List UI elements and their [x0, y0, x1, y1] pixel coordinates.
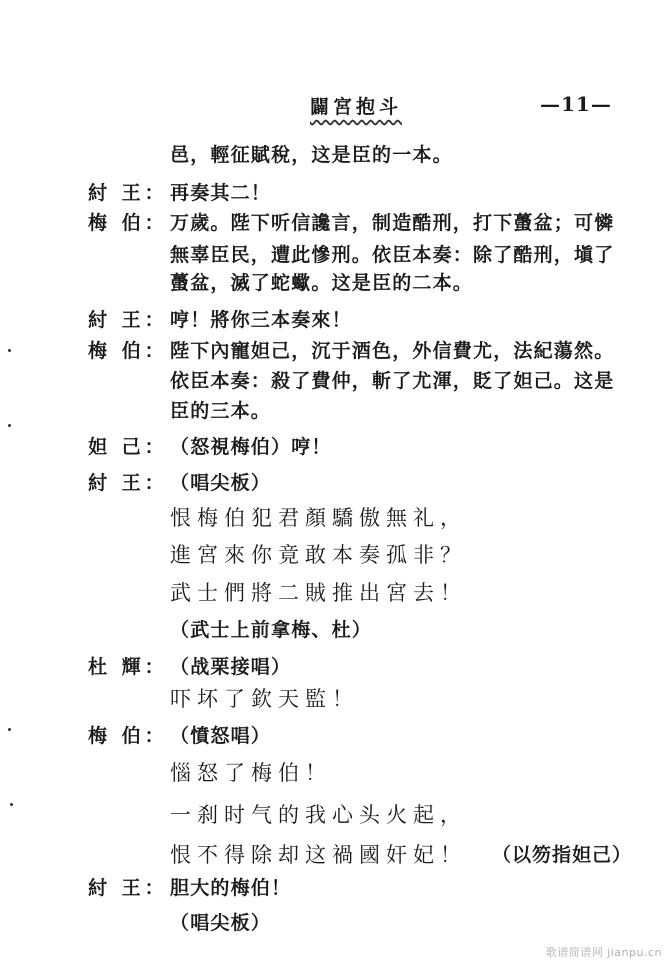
dialogue-text: 蠆盆，滅了蛇蠍。这是臣的二本。: [170, 272, 474, 294]
dialogue-text: 万歲。陛下听信讒言，制造酷刑，打下蠆盆；可憐: [170, 212, 615, 234]
dialogue-text: （怒視梅伯）哼！: [170, 436, 332, 458]
dialogue-text: 陛下內寵妲己，沉于酒色，外信費尤，法紀蕩然。: [170, 340, 615, 362]
page-number: —11—: [540, 92, 612, 116]
speaker-name: 梅 伯：: [88, 212, 168, 234]
sung-verse: 進宮來你竟敢本奏孤非？: [170, 543, 467, 567]
sung-verse: 吓坏了欽天監！: [170, 687, 359, 711]
script-line: [0, 615, 672, 645]
script-line: [0, 758, 672, 788]
dialogue-text: （憤怒唱）: [170, 725, 272, 747]
sung-verse: 惱怒了梅伯！: [170, 761, 332, 785]
speaker-name: 紂 王：: [88, 182, 168, 204]
script-line: [0, 468, 672, 498]
sung-verse: 恨梅伯犯君顏驕傲無礼，: [170, 506, 467, 530]
dialogue-text: （武士上前拿梅、杜）: [170, 619, 373, 641]
speaker-name: 紂 王：: [88, 309, 168, 331]
speaker-name: 紂 王：: [88, 877, 168, 899]
script-line: [0, 178, 672, 208]
script-line: [0, 336, 672, 366]
dialogue-text: 再奏其二！: [170, 182, 272, 204]
script-line: [0, 240, 672, 270]
speaker-name: 梅 伯：: [88, 340, 168, 362]
script-line: [0, 305, 672, 335]
running-title: 闢宮抱斗: [310, 96, 403, 118]
script-line: [0, 268, 672, 298]
script-line: [0, 721, 672, 751]
script-line: [0, 652, 672, 682]
dialogue-text: 哼！將你三本奏來！: [170, 309, 352, 331]
script-line: [0, 908, 672, 938]
script-line: [0, 540, 672, 570]
dialogue-text: （唱尖板）: [170, 472, 272, 494]
watermark: 歌谱简谱网 jianpu.cn: [545, 946, 662, 959]
script-line: [0, 840, 672, 870]
script-line: [0, 366, 672, 396]
dialogue-text: （唱尖板）: [170, 912, 272, 934]
script-line: [0, 684, 672, 714]
script-line: [0, 208, 672, 238]
sung-verse: 恨不得除却这禍國奸妃！: [170, 843, 467, 867]
sung-verse: 一刹时气的我心头火起，: [170, 803, 467, 827]
script-line: [0, 578, 672, 608]
script-line: [0, 396, 672, 426]
speaker-name: 紂 王：: [88, 472, 168, 494]
script-line: [0, 800, 672, 830]
script-line: [0, 873, 672, 903]
stage-direction: （以笏指妲己）: [492, 844, 633, 866]
page-header: [0, 92, 672, 122]
sung-verse: 武士們將二賊推出宮去！: [170, 581, 467, 605]
dialogue-text: 邑，輕征賦稅，这是臣的一本。: [170, 144, 453, 166]
dialogue-text: 無辜臣民，遭此慘刑。依臣本奏：除了酷刑，塡了: [170, 244, 615, 266]
script-line: [0, 432, 672, 462]
dialogue-text: （战栗接唱）: [170, 656, 292, 678]
script-line: [0, 503, 672, 533]
script-line: [0, 140, 672, 170]
speaker-name: 梅 伯：: [88, 725, 168, 747]
speaker-name: 杜 輝：: [88, 656, 168, 678]
speaker-name: 妲 己：: [88, 436, 168, 458]
dialogue-text: 臣的三本。: [170, 400, 272, 422]
dialogue-text: 胆大的梅伯！: [170, 877, 292, 899]
dialogue-text: 依臣本奏：殺了費仲，斬了尤渾，貶了妲己。这是: [170, 370, 615, 392]
